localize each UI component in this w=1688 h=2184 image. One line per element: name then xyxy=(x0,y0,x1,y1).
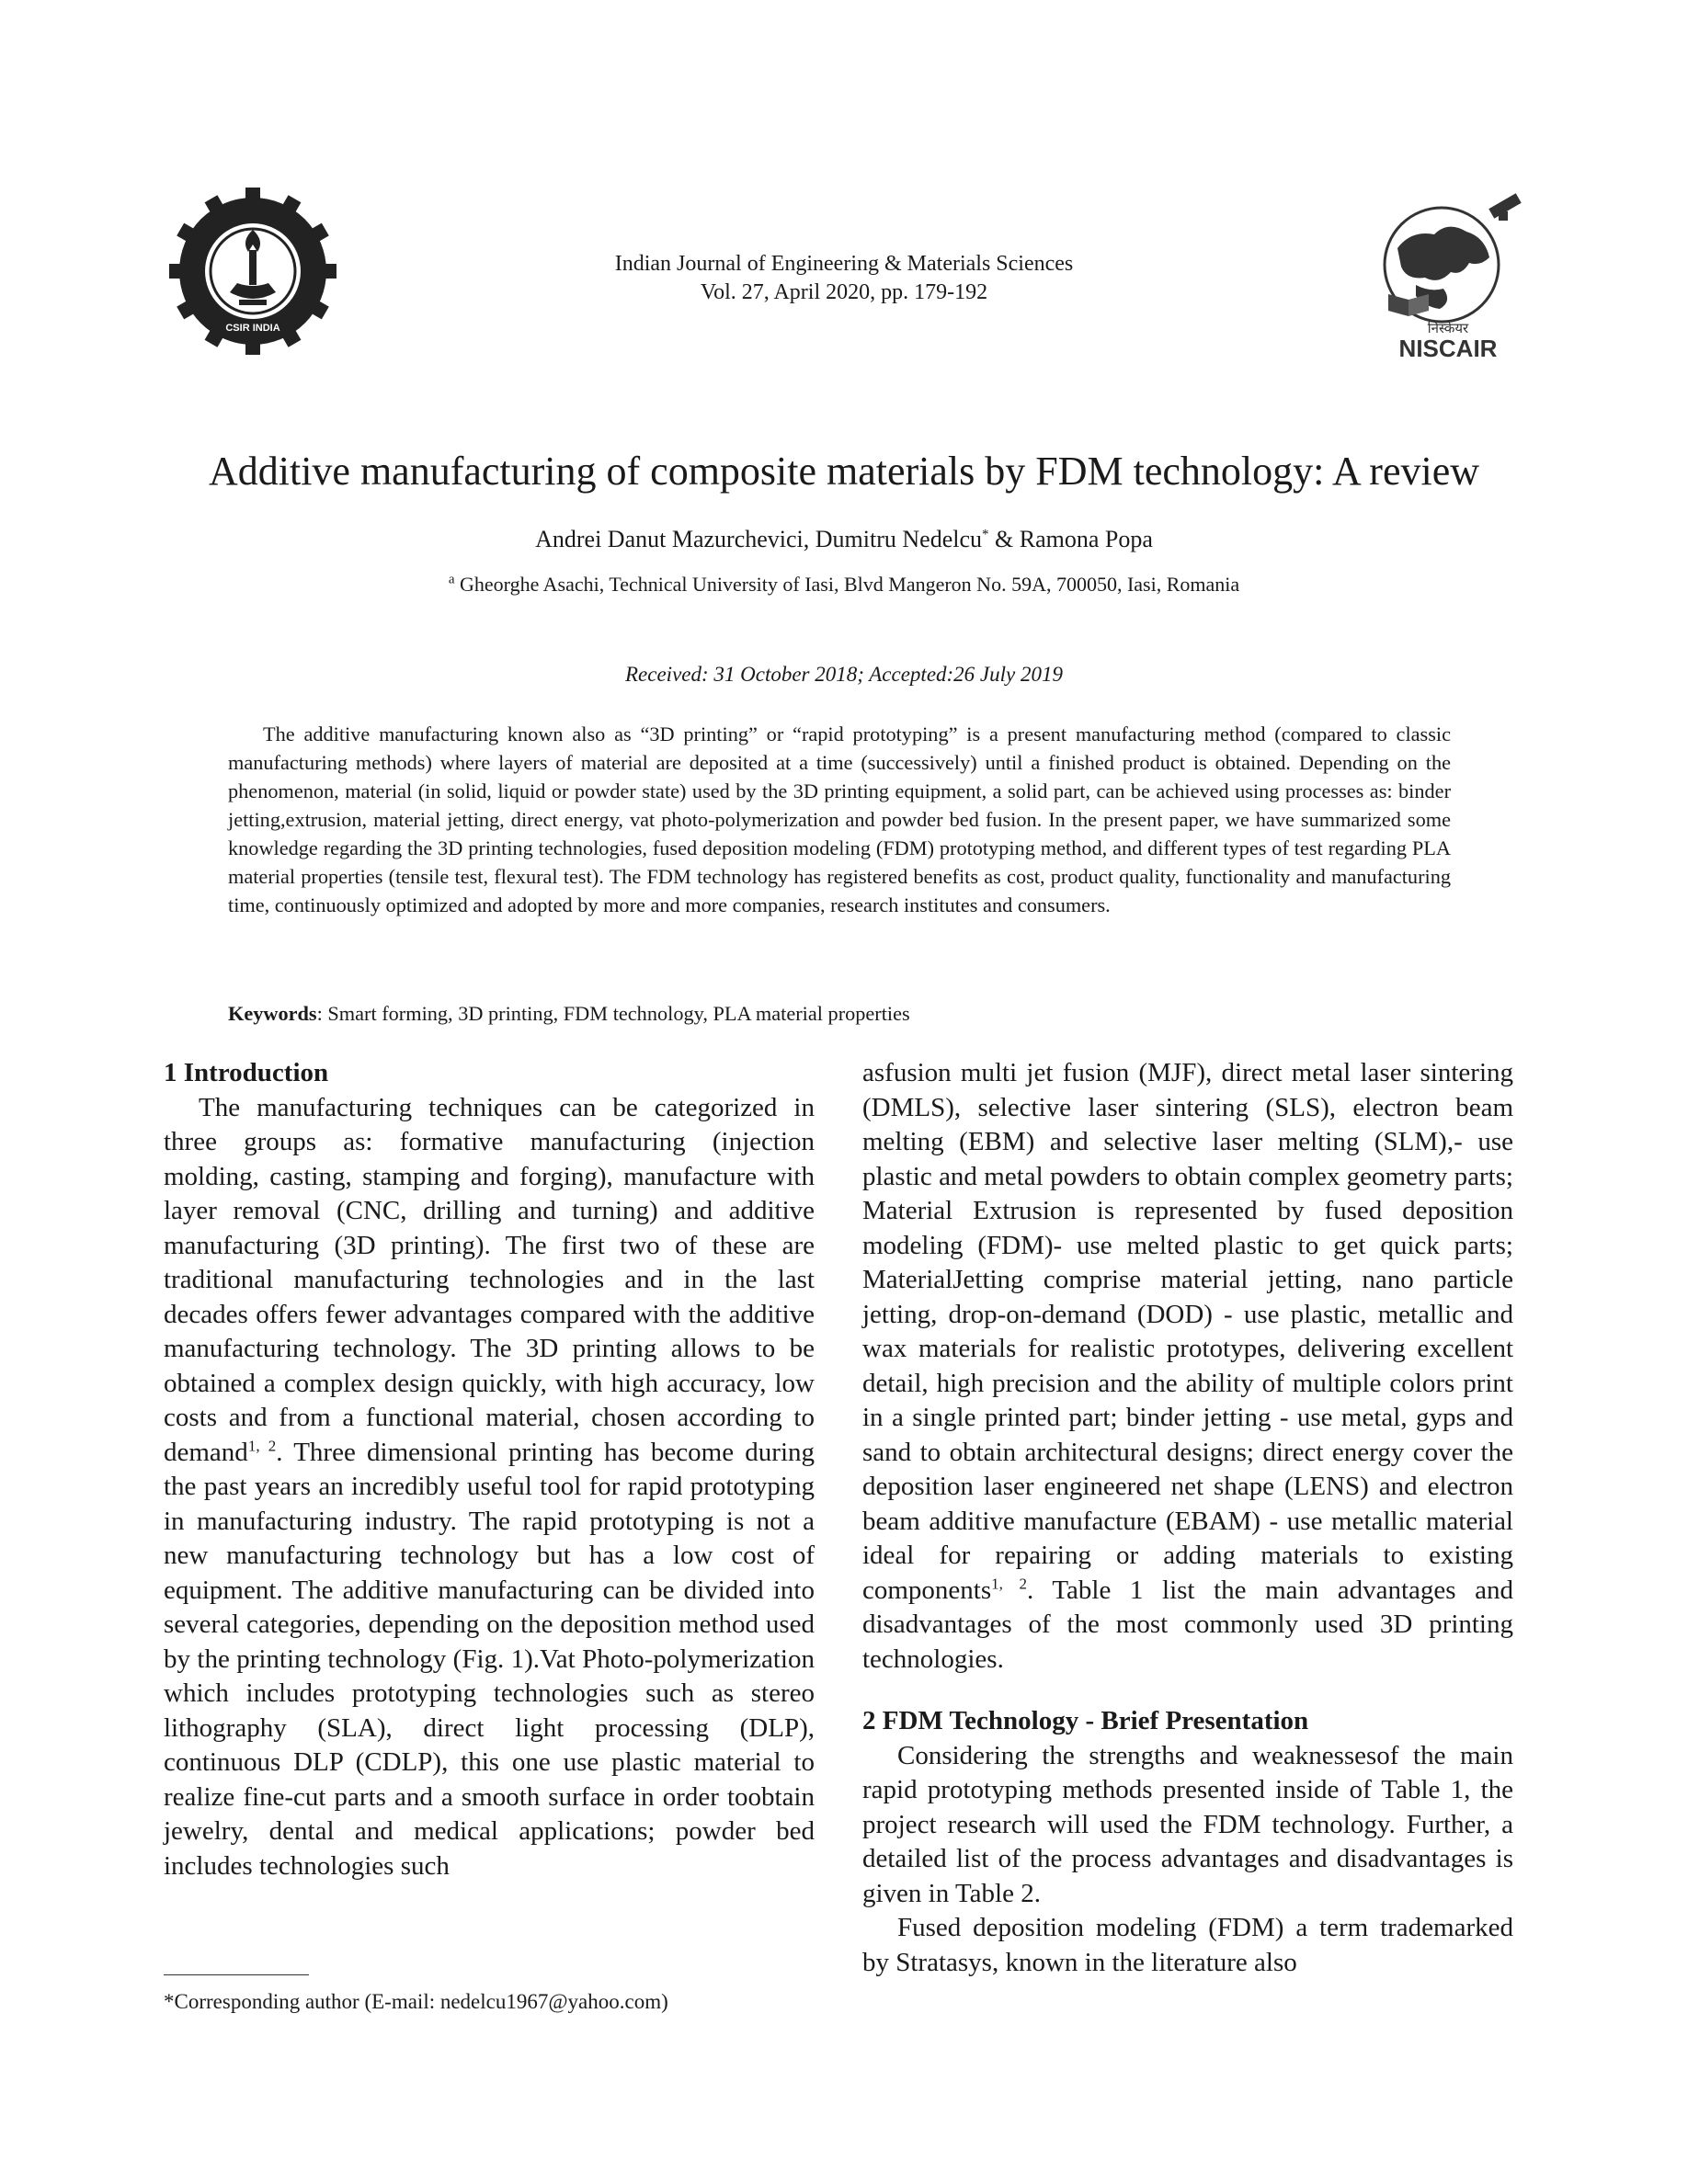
keywords-label: Keywords xyxy=(228,1002,317,1025)
keywords-list: : Smart forming, 3D printing, FDM technology, PLA material properties xyxy=(316,1002,910,1025)
volume-info: Vol. 27, April 2020, pp. 179-192 xyxy=(700,280,988,304)
section-2-heading: 2 FDM Technology - Brief Presentation xyxy=(862,1706,1309,1735)
section-1-heading: 1 Introduction xyxy=(164,1058,329,1087)
left-column xyxy=(164,1056,815,1883)
journal-name: Indian Journal of Engineering & Materials Sciences xyxy=(614,252,1074,276)
section-2-paragraph-2: Fused deposition modeling (FDM) a term trademarked by Stratasys, known in the literature also xyxy=(862,1913,1513,1977)
section-2-paragraph-1: Considering the strengths and weaknessesof the main rapid prototyping methods presented inside of Table 1, the project research will used the FDM technology. Further, a detailed list of the process advantages and disadvantages is given in Table 2. xyxy=(862,1740,1513,1908)
received-dates: Received: 31 October 2018; Accepted:26 July 2019 xyxy=(625,663,1063,686)
affiliation: Gheorghe Asachi, Technical University of Iasi, Blvd Mangeron No. 59A, 700050, Iasi, Romania xyxy=(460,573,1240,596)
continued-text-a: asfusion multi jet fusion (MJF), direct metal laser sintering (DMLS), selective laser sintering (SLS), electron beam melting (EBM) and selective laser melting (SLM),- use plastic and metal powders to obtain complex geometry parts; Material Extrusion is represented by fused deposition modeling (FDM)- use melted plastic to get quick parts; MaterialJetting comprise material jetting, nano particle jetting, drop-on-demand (DOD) - use plastic, metallic and wax materials for realistic prototypes, delivering excellent detail, high precision and the ability of multiple colors print in a single printed part; binder jetting - use metal, gyps and sand to obtain architectural designs; direct energy cover the deposition laser engineered net shape (LENS) and electron beam additive manufacture (EBAM) - use metallic material ideal for repairing or adding materials to existing components xyxy=(862,1058,1513,1605)
niscair-logo-hindi: निस्केयर xyxy=(1427,320,1469,336)
continued-paragraph xyxy=(862,1056,1513,1677)
continued-text-b: . Table 1 list the main advantages and disadvantages of the most commonly used 3D printing technologies. xyxy=(862,1575,1514,1674)
affiliation-mark: a xyxy=(448,572,455,587)
affiliation-line xyxy=(0,571,1688,598)
abstract: The additive manufacturing known also as “3D printing” or “rapid prototyping” is a present manufacturing method (compared to classic manufacturing methods) where layers of material are deposited at a time (successively) until a finished product is obtained. Depending on the phenomenon, material (in solid, liquid or powder state) used by the 3D printing equipment, a solid part, can be achieved using processes as: binder jetting,extrusion, material jetting, direct energy, vat photo-polymerization and powder bed fusion. In the present paper, we have summarized some knowledge regarding the 3D printing technologies, fused deposition modeling (FDM) prototyping method, and different types of test regarding PLA material properties (tensile test, flexural test). The FDM technology has registered benefits as cost, product quality, functionality and manufacturing time, continuously optimized and adopted by more and more companies, research institutes and consumers. xyxy=(228,722,1451,916)
citation-ref: 1, 2 xyxy=(991,1574,1028,1592)
niscair-logo-text: NISCAIR xyxy=(1398,335,1498,362)
intro-text-b: . Three dimensional printing has become during the past years an incredibly useful tool for rapid prototyping in manufacturing industry. The rapid prototyping is not a new manufacturing technology but has a low cost of equipment. The additive manufacturing can be divided into several categories, depending on the deposition method used by the printing technology (Fig. 1).Vat Photo-polymerization which includes prototyping technologies such as stereo lithography (SLA), direct light processing (DLP), continuous DLP (CDLP), this one use plastic material to realize fine-cut parts and a smooth surface in order toobtain jewelry, dental and medical applications; powder bed includes technologies such xyxy=(164,1437,815,1881)
citation-ref: 1, 2 xyxy=(247,1436,277,1454)
csir-logo-text: CSIR INDIA xyxy=(225,323,280,334)
authors-part1: Andrei Danut Mazurchevici, Dumitru Nedelcu xyxy=(535,526,982,552)
introduction-paragraph xyxy=(164,1091,815,1884)
right-column xyxy=(862,1056,1513,1980)
footnote-divider xyxy=(164,1974,309,1975)
globe-icon xyxy=(1361,193,1535,363)
keywords xyxy=(228,1000,1451,1028)
authors-part2: & Ramona Popa xyxy=(988,526,1153,552)
authors-line xyxy=(0,524,1688,555)
article-title: Additive manufacturing of composite materials by FDM technology: A review xyxy=(208,449,1480,494)
corresponding-author-footnote: *Corresponding author (E-mail: nedelcu1967@yahoo.com) xyxy=(164,1990,668,2013)
niscair-logo xyxy=(1361,193,1535,363)
corresponding-mark: * xyxy=(982,527,989,542)
intro-text-a: The manufacturing techniques can be categorized in three groups as: formative manufacturing (injection molding, casting, stamping and forging), manufacture with layer removal (CNC, drilling and turning) and additive manufacturing (3D printing). The first two of these are traditional manufacturing technologies and in the last decades offers fewer advantages compared with the additive manufacturing technology. The 3D printing allows to be obtained a complex design quickly, with high accuracy, low costs and from a functional material, chosen according to demand xyxy=(164,1092,815,1467)
